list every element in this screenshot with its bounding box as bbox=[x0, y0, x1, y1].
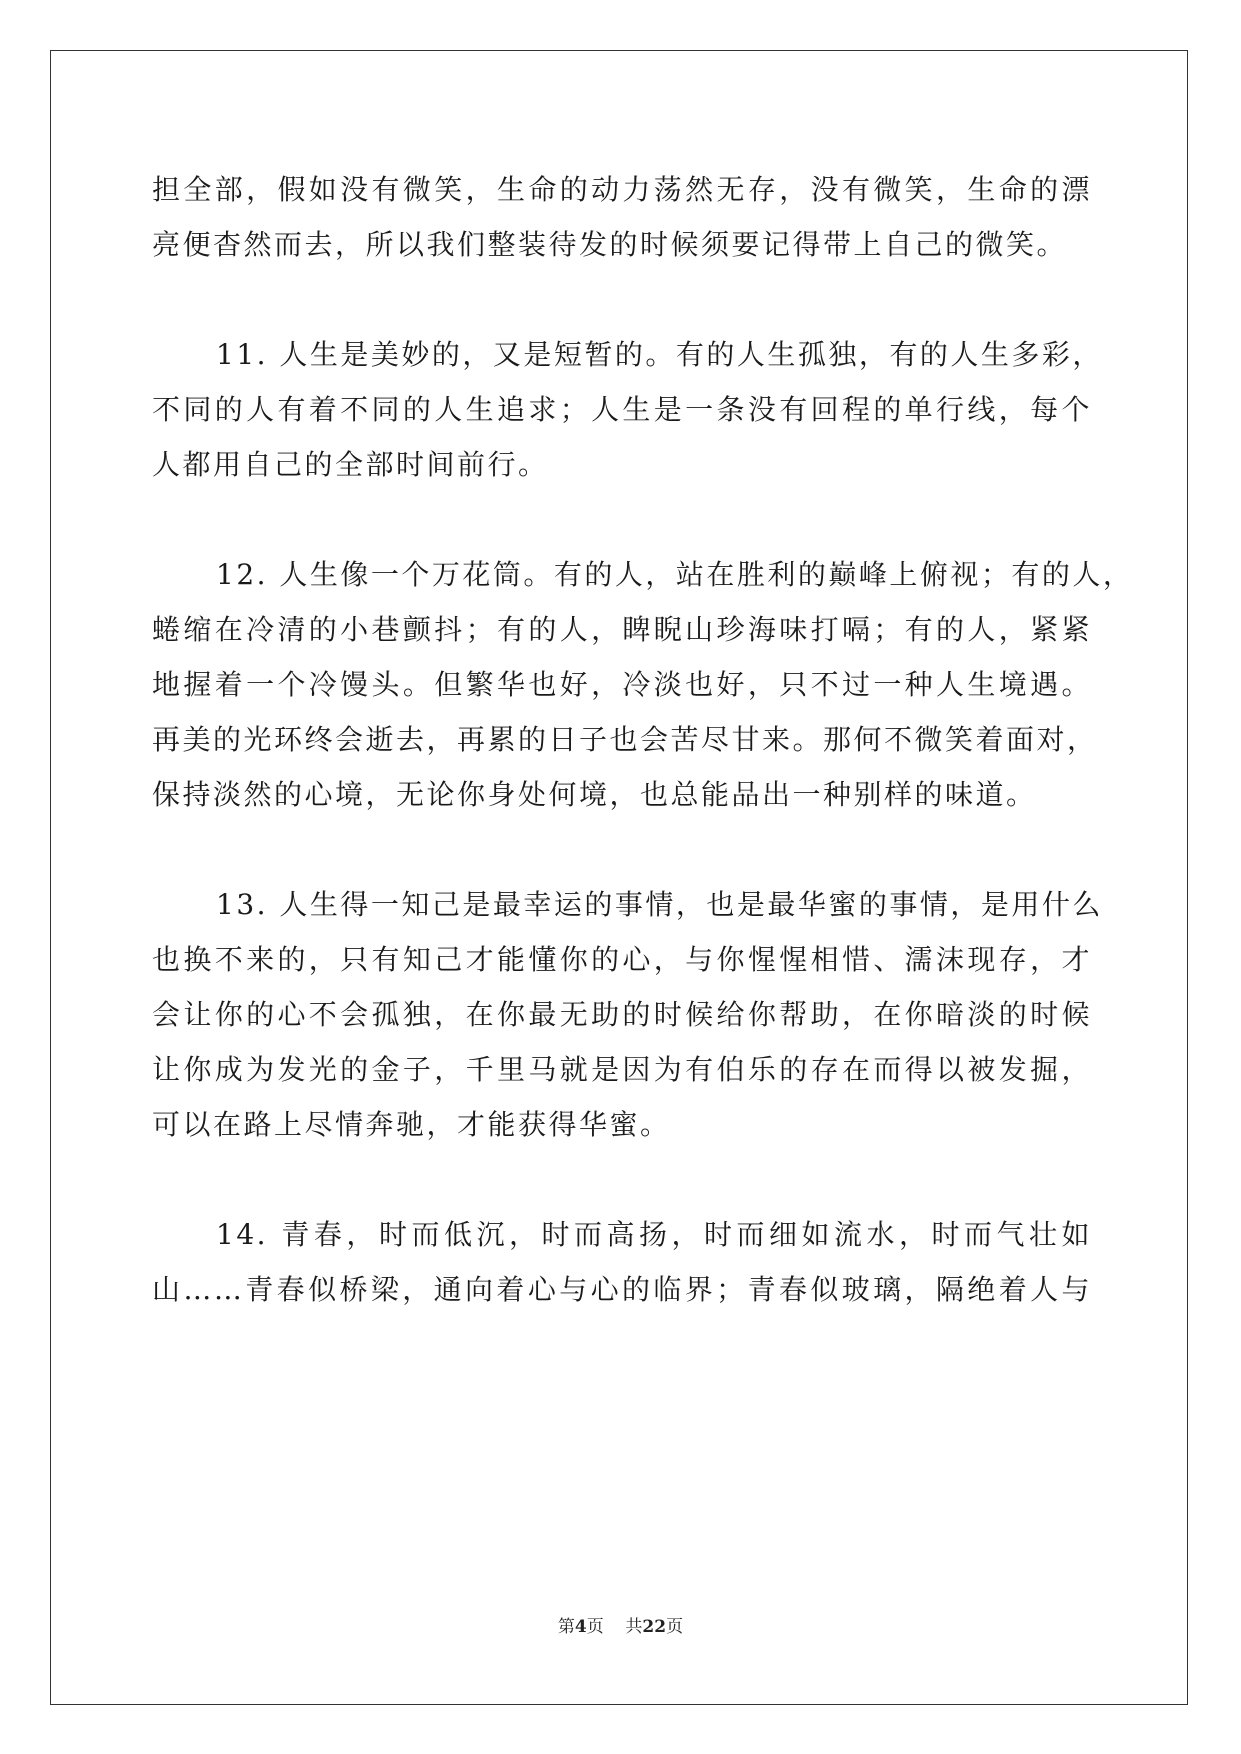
page-footer bbox=[0, 1612, 1241, 1637]
text-line: 让你成为发光的金子，千里马就是因为有伯乐的存在而得以被发掘， bbox=[152, 1053, 1092, 1086]
text-line: 担全部，假如没有微笑，生命的动力荡然无存，没有微笑，生命的漂 bbox=[152, 173, 1092, 206]
paragraph-11-start: 11. 人生是美妙的，又是短暂的。有的人生孤独，有的人生多彩， bbox=[216, 338, 1103, 371]
text-line: 再美的光环终会逝去，再累的日子也会苦尽甘来。那何不微笑着面对， bbox=[152, 723, 1098, 756]
footer-page-prefix: 第 bbox=[557, 1617, 575, 1637]
footer-page-suffix: 页 bbox=[586, 1617, 604, 1637]
document-body bbox=[152, 162, 1134, 1317]
paragraph-14-start: 14. 青春，时而低沉，时而高扬，时而细如流水，时而气壮如 bbox=[216, 1218, 1092, 1251]
footer-total-pages: 22 bbox=[642, 1617, 667, 1637]
text-line: 保持淡然的心境，无论你身处何境，也总能品出一种别样的味道。 bbox=[152, 778, 1037, 811]
text-line: 可以在路上尽情奔驰，才能获得华蜜。 bbox=[152, 1108, 671, 1141]
text-line: 亮便杳然而去，所以我们整装待发的时候须要记得带上自己的微笑。 bbox=[152, 228, 1068, 261]
text-line: 蜷缩在冷清的小巷颤抖；有的人，睥睨山珍海味打嗝；有的人，紧紧 bbox=[152, 613, 1092, 646]
text-line: 山……青春似桥梁，通向着心与心的临界；青春似玻璃，隔绝着人与 bbox=[152, 1273, 1092, 1306]
text-line: 会让你的心不会孤独，在你最无助的时候给你帮助，在你暗淡的时候 bbox=[152, 998, 1092, 1031]
paragraph-13-start: 13. 人生得一知己是最幸运的事情，也是最华蜜的事情，是用什么 bbox=[216, 888, 1103, 921]
text-line: 不同的人有着不同的人生追求；人生是一条没有回程的单行线，每个 bbox=[152, 393, 1092, 426]
footer-total-prefix: 共 bbox=[625, 1617, 643, 1637]
text-line: 地握着一个冷馒头。但繁华也好，冷淡也好，只不过一种人生境遇。 bbox=[152, 668, 1092, 701]
footer-total-suffix: 页 bbox=[666, 1617, 684, 1637]
text-line: 人都用自己的全部时间前行。 bbox=[152, 448, 549, 481]
footer-page-number: 4 bbox=[574, 1617, 587, 1637]
paragraph-12-start: 12. 人生像一个万花筒。有的人，站在胜利的巅峰上俯视；有的人， bbox=[216, 558, 1134, 591]
text-line: 也换不来的，只有知己才能懂你的心，与你惺惺相惜、濡沫现存，才 bbox=[152, 943, 1092, 976]
